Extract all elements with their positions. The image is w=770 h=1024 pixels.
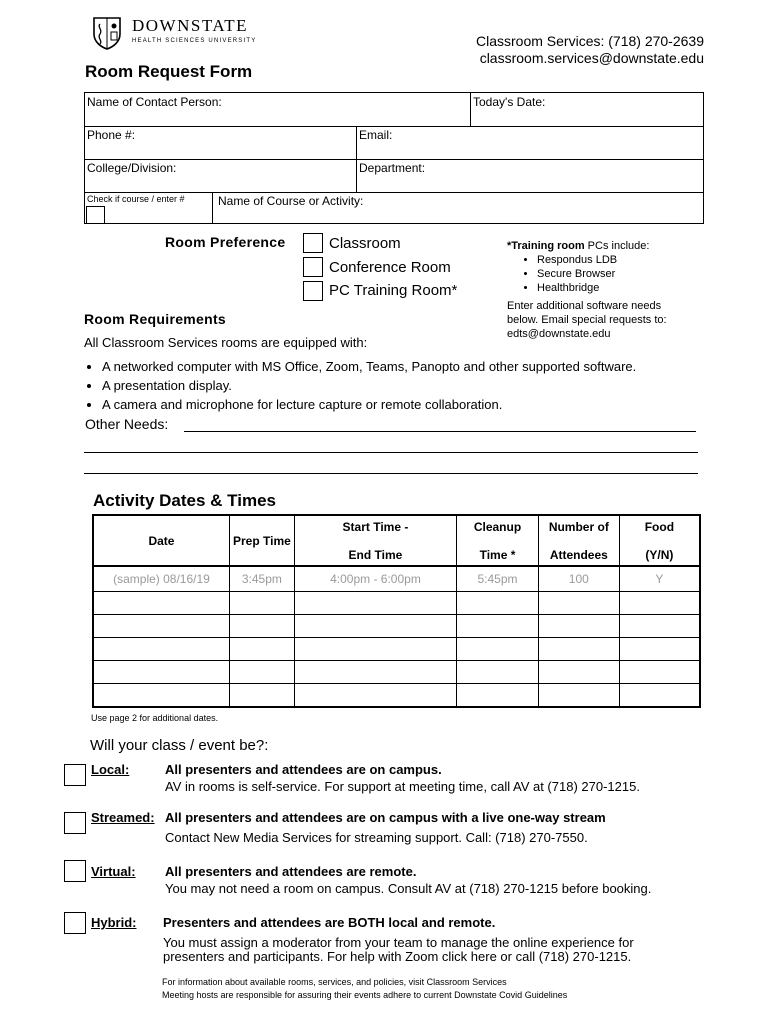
virtual-checkbox[interactable] [64, 860, 86, 882]
contact-email[interactable]: classroom.services@downstate.edu [479, 50, 704, 66]
local-label: Local: [91, 762, 130, 777]
conference-room-option: Conference Room [329, 259, 451, 276]
hybrid-description-2: presenters and participants. For help with Zoom click here or call (718) 270-1215. [163, 949, 632, 964]
local-checkbox[interactable] [64, 764, 86, 786]
downstate-logo [90, 16, 260, 52]
email-label: Email: [359, 128, 393, 142]
virtual-description: You may not need a room on campus. Consult AV at (718) 270-1215 before booking. [165, 881, 652, 896]
sample-cleanup: 5:45pm [457, 566, 539, 592]
software-note-line: below. Email special requests to: [507, 314, 667, 326]
activity-dates-heading: Activity Dates & Times [93, 491, 276, 510]
course-divider [212, 192, 213, 224]
table-row[interactable] [93, 592, 700, 615]
department-label: Department: [359, 161, 426, 175]
software-note-line: Enter additional software needs [507, 300, 662, 312]
sample-food: Y [619, 566, 700, 592]
list-item: • Healthbridge [537, 281, 697, 295]
local-summary: All presenters and attendees are on campus. [165, 762, 442, 777]
sample-attendees: 100 [538, 566, 619, 592]
streamed-label: Streamed: [91, 810, 155, 825]
classroom-checkbox[interactable] [303, 233, 323, 253]
virtual-summary: All presenters and attendees are remote. [165, 864, 417, 879]
additional-dates-note: Use page 2 for additional dates. [91, 713, 219, 723]
column-header-attendees: Number of Attendees [538, 515, 619, 566]
table-row[interactable] [93, 684, 700, 708]
table-row[interactable] [93, 615, 700, 638]
hybrid-summary: Presenters and attendees are BOTH local and remote. [163, 915, 496, 930]
list-item: • A presentation display. [102, 376, 722, 395]
logo-name: DOWNSTATE [132, 16, 249, 35]
table-row[interactable] [93, 638, 700, 661]
hybrid-checkbox[interactable] [64, 912, 86, 934]
streamed-summary: All presenters and attendees are on campus with a live one-way stream [165, 810, 606, 825]
sample-prep-time: 3:45pm [229, 566, 294, 592]
course-checkbox[interactable] [86, 206, 105, 224]
footer-info: For information about available rooms, services, and policies, visit Classroom Services [162, 977, 507, 987]
hybrid-label: Hybrid: [91, 915, 137, 930]
contact-phone: Classroom Services: (718) 270-2639 [476, 33, 704, 49]
training-software-list [507, 253, 697, 295]
requirements-intro: All Classroom Services rooms are equipped with: [84, 335, 368, 350]
software-note-email[interactable]: edts@downstate.edu [507, 328, 611, 340]
local-description: AV in rooms is self-service. For support at meeting time, call AV at (718) 270-1215. [165, 779, 640, 794]
list-item: • A camera and microphone for lecture capture or remote collaboration. [102, 395, 722, 414]
logo-subtitle: HEALTH SCIENCES UNIVERSITY [132, 38, 257, 44]
list-item: • Secure Browser [537, 267, 697, 281]
table-header-row [93, 515, 700, 566]
sample-start-end: 4:00pm - 6:00pm [294, 566, 456, 592]
requirements-list [84, 357, 722, 414]
list-item: • Respondus LDB [537, 253, 697, 267]
course-name-label: Name of Course or Activity: [218, 194, 364, 208]
virtual-label: Virtual: [91, 864, 136, 879]
column-header-date: Date [93, 515, 229, 566]
column-header-cleanup-time: Cleanup Time * [457, 515, 539, 566]
table-row-sample [93, 566, 700, 592]
other-needs-line[interactable] [84, 473, 698, 474]
hybrid-description: You must assign a moderator from your team to manage the online experience for [163, 935, 634, 950]
contact-info [476, 33, 704, 67]
event-type-question: Will your class / event be?: [90, 737, 269, 754]
college-label: College/Division: [87, 161, 177, 175]
column-header-food: Food (Y/N) [619, 515, 700, 566]
todays-date-label: Today's Date: [473, 95, 546, 109]
training-note-lead-rest: PCs include: [584, 240, 650, 252]
room-requirements-heading: Room Requirements [84, 311, 227, 327]
sample-date: (sample) 08/16/19 [93, 566, 229, 592]
training-room-note [507, 239, 697, 295]
classroom-option: Classroom [329, 235, 401, 252]
pc-training-room-checkbox[interactable] [303, 281, 323, 301]
form-title: Room Request Form [85, 62, 253, 81]
room-preference-heading: Room Preference [165, 234, 286, 250]
other-needs-line[interactable] [184, 431, 696, 432]
column-header-prep-time: Prep Time [229, 515, 294, 566]
other-needs-line[interactable] [84, 452, 698, 453]
contact-person-label: Name of Contact Person: [87, 95, 222, 109]
other-needs-label: Other Needs: [85, 416, 169, 432]
software-request-note [507, 299, 707, 341]
course-check-label: Check if course / enter # [87, 194, 185, 204]
email-field[interactable] [356, 126, 704, 160]
phone-label: Phone #: [87, 128, 136, 142]
list-item: • A networked computer with MS Office, Zoom, Teams, Panopto and other supported software. [102, 357, 722, 376]
activity-dates-table [92, 514, 701, 708]
streamed-checkbox[interactable] [64, 812, 86, 834]
conference-room-checkbox[interactable] [303, 257, 323, 277]
university-seal-icon [90, 16, 124, 50]
training-note-lead: *Training room [507, 240, 585, 252]
streamed-description: Contact New Media Services for streaming support. Call: (718) 270-7550. [165, 830, 588, 845]
column-header-start-end-time: Start Time - End Time [294, 515, 456, 566]
table-row[interactable] [93, 661, 700, 684]
pc-training-room-option: PC Training Room* [329, 282, 458, 299]
footer-covid-note: Meeting hosts are responsible for assuring their events adhere to current Downstate Covid Guidelines [162, 990, 568, 1000]
